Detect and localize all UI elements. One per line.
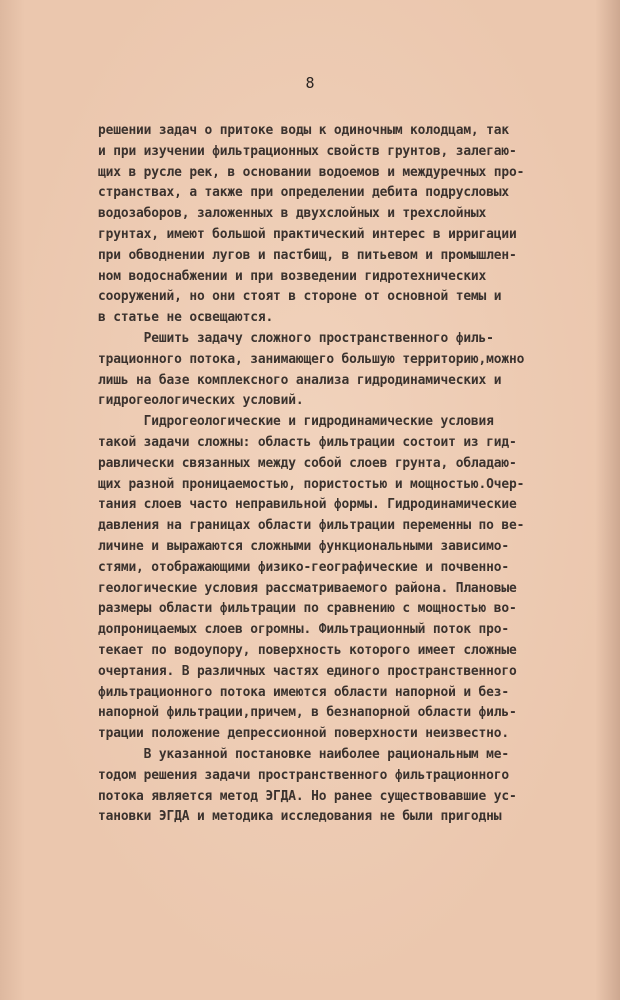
text-line: геологические условия рассматриваемого района. Плановые xyxy=(98,580,517,596)
text-line: странствах, а также при определении дебита подрусловых xyxy=(98,185,509,201)
text-line: трации положение депрессионной поверхности неизвестно. xyxy=(98,726,509,742)
text-line: В указанной постановке наиболее рациональным ме- xyxy=(98,746,509,762)
text-line: равлически связанных между собой слоев грунта, обладаю- xyxy=(98,455,517,471)
text-line: ном водоснабжении и при возведении гидротехнических xyxy=(98,268,487,284)
text-line: напорной фильтрации,причем, в безнапорной области филь- xyxy=(98,705,517,721)
text-line: личине и выражаются сложными функциональными зависимо- xyxy=(98,538,509,554)
text-line: Гидрогеологические и гидродинамические условия xyxy=(98,414,494,430)
text-line: гидрогеологических условий. xyxy=(98,393,304,409)
body-text xyxy=(98,121,598,828)
text-line: при обводнении лугов и пастбищ, в питьевом и промышлен- xyxy=(98,247,517,263)
text-line: щих в русле рек, в основании водоемов и междуречных про- xyxy=(98,164,525,180)
text-line: сооружений, но они стоят в стороне от основной темы и xyxy=(98,289,502,305)
page-number: 8 xyxy=(305,74,315,92)
text-line: тодом решения задачи пространственного фильтрационного xyxy=(98,767,509,783)
text-line: очертания. В различных частях единого пространственного xyxy=(98,663,517,679)
text-line: потока является метод ЭГДА. Но ранее существовавшие ус- xyxy=(98,788,517,804)
text-line: такой задачи сложны: область фильтрации состоит из гид- xyxy=(98,434,517,450)
text-line: трационного потока, занимающего большую территорию,можно xyxy=(98,351,525,367)
text-line: стями, отображающими физико-географические и почвенно- xyxy=(98,559,509,575)
text-line: давления на границах области фильтрации переменны по ве- xyxy=(98,518,525,534)
text-line: фильтрационного потока имеются области напорной и без- xyxy=(98,684,509,700)
text-line: в статье не освещаются. xyxy=(98,310,274,326)
text-line: лишь на базе комплексного анализа гидродинамических и xyxy=(98,372,502,388)
text-line: щих разной проницаемостью, пористостью и мощностью.Очер- xyxy=(98,476,525,492)
text-line: размеры области фильтрации по сравнению с мощностью во- xyxy=(98,601,517,617)
text-line: водозаборов, заложенных в двухслойных и трехслойных xyxy=(98,206,487,222)
text-line: текает по водоупору, поверхность которого имеет сложные xyxy=(98,642,517,658)
text-line: грунтах, имеют большой практический интерес в ирригации xyxy=(98,226,517,242)
text-line: тановки ЭГДА и методика исследования не были пригодны xyxy=(98,809,502,825)
text-line: решении задач о притоке воды к одиночным колодцам, так xyxy=(98,123,509,138)
text-line: тания слоев часто неправильной формы. Гидродинамические xyxy=(98,497,517,513)
text-line: допроницаемых слоев огромны. Фильтрационный поток про- xyxy=(98,622,509,638)
text-line: и при изучении фильтрационных свойств грунтов, залегаю- xyxy=(98,143,517,159)
text-line: Решить задачу сложного пространственного филь- xyxy=(98,330,494,346)
